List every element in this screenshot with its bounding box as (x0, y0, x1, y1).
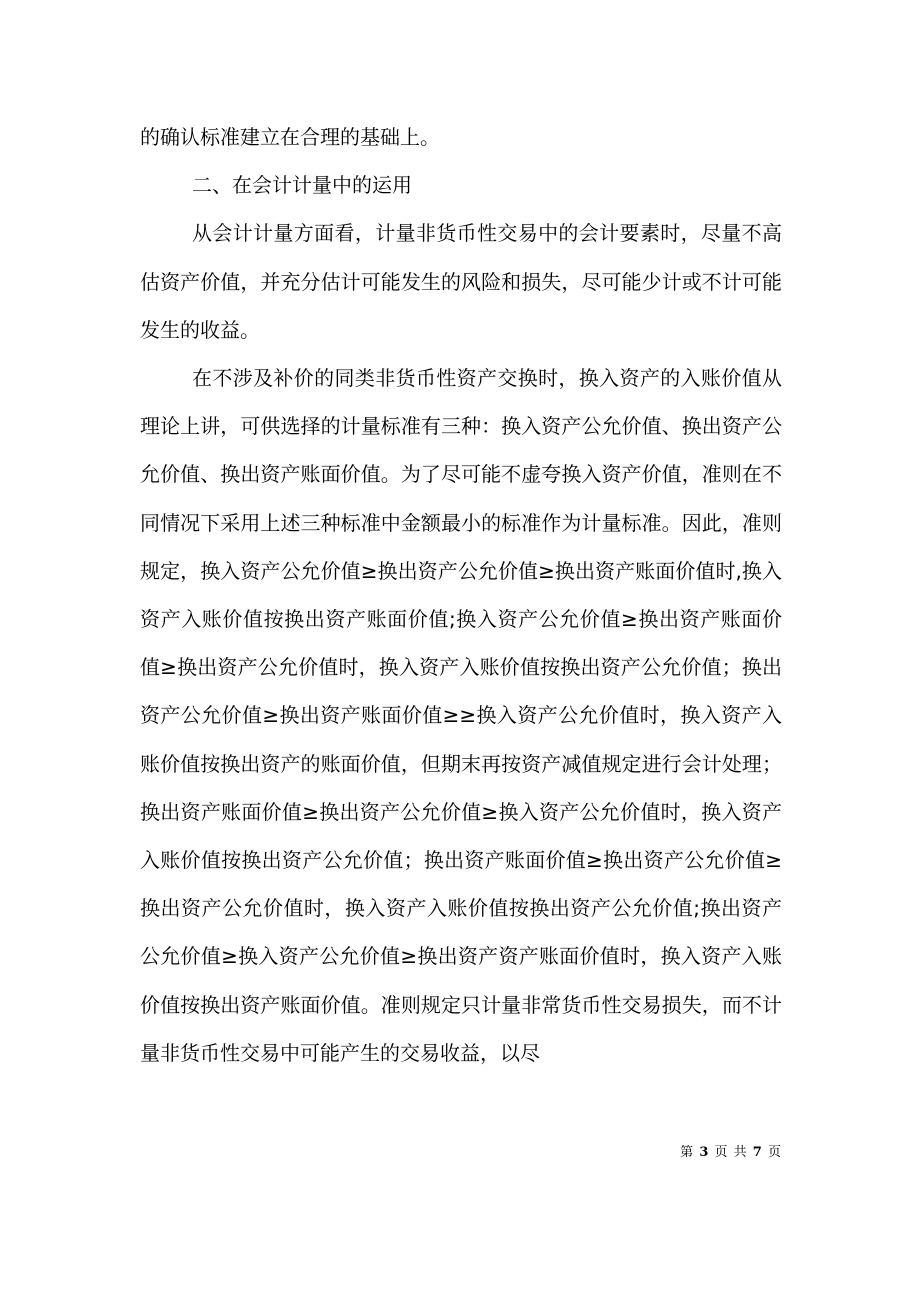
paragraph: 在不涉及补价的同类非货币性资产交换时，换入资产的入账价值从理论上讲，可供选择的计量标准有三种：换入资产公允价值、换出资产公允价值、换出资产账面价值。为了尽可能不虚夸换入资产价值，准则在不同情况下采用上述三种标准中金额最小的标准作为计量标准。因此，准则规定，换入资产公允价值≥换出资产公允价值≥换出资产账面价值时,换入资产入账价值按换出资产账面价值;换入资产公允价值≥换出资产账面价值≥换出资产公允价值时，换入资产入账价值按换出资产公允价值；换出资产公允价值≥换出资产账面价值≥≥换入资产公允价值时，换入资产入账价值按换出资产的账面价值，但期末再按资产减值规定进行会计处理；换出资产账面价值≥换出资产公允价值≥换入资产公允价值时，换入资产入账价值按换出资产公允价值；换出资产账面价值≥换出资产公允价值≥换出资产公允价值时，换入资产入账价值按换出资产公允价值;换出资产公允价值≥换入资产公允价值≥换出资产资产账面价值时，换入资产入账价值按换出资产账面价值。准则规定只计量非常货币性交易损失，而不计量非货币性交易中可能产生的交易收益，以尽 (140, 366, 782, 1065)
footer-total-pages: 7 (752, 1145, 763, 1160)
section-heading: 二、在会计计量中的运用 (192, 173, 412, 198)
paragraph: 从会计计量方面看，计量非货币性交易中的会计要素时，尽量不高估资产价值，并充分估计可能发生的风险和损失，尽可能少计或不计可能发生的收益。 (140, 221, 782, 342)
footer-suffix: 页 (767, 1145, 782, 1160)
body-text (140, 113, 782, 1077)
paragraph-continuation: 的确认标准建立在合理的基础上。 (140, 125, 440, 149)
footer-prefix: 第 (680, 1145, 695, 1160)
page-footer (680, 1141, 782, 1160)
footer-middle: 页 共 (714, 1145, 748, 1160)
footer-current-page: 3 (699, 1145, 710, 1160)
